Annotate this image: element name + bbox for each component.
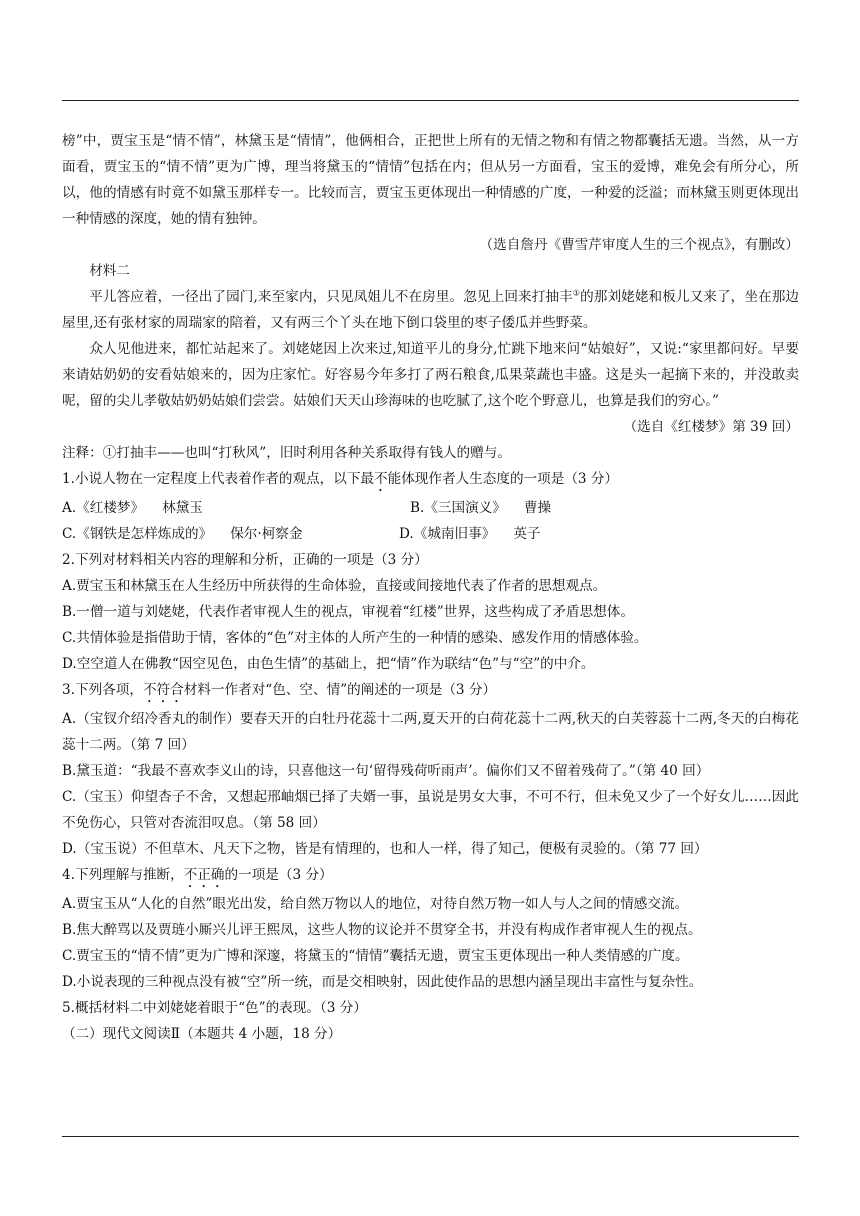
material2-paragraph-1: 平儿答应着，一径出了园门,来至家内，只见凤姐儿不在房里。忽见上回来打抽丰①的那刘姥姥和板儿又来了，坐在那边屋里,还有张材家的周瑞家的陪着，又有两三个丫头在地下倒口袋里的枣子倭瓜并些野菜。 bbox=[62, 288, 800, 331]
emphasis-text: 不正确 bbox=[183, 867, 225, 883]
question-2-option-b: B.一僧一道与刘姥姥，代表作者审视人生的视点，审视着“红楼”世界，这些构成了矛盾思想体。 bbox=[62, 604, 634, 620]
question-3-option-c: C.（宝玉）仰望杏子不舍，又想起邢岫烟已择了夫婿一事，虽说是男女大事，不可不行，但未免又少了一个好女儿……因此不免伤心，只管对杏流泪叹息。（第 58 回） bbox=[62, 789, 799, 831]
material1-source: （选自詹丹《曹雪芹审度人生的三个视点》，有删改） bbox=[479, 237, 799, 253]
section-heading: （二）现代文阅读Ⅱ（本题共 4 小题，18 分） bbox=[62, 1026, 342, 1042]
footnote-marker: ① bbox=[572, 288, 581, 298]
question-2-option-c: C.共情体验是指借助于情，客体的“色”对主体的人所产生的一种情的感染、感发作用的情感体验。 bbox=[62, 630, 648, 646]
question-2-option-d: D.空空道人在佛教“因空见色，由色生情”的基础上，把“情”作为联结“色”与“空”的中介。 bbox=[62, 656, 595, 672]
question-1-option-c: C.《钢铁是怎样炼成的》 保尔·柯察金 bbox=[62, 526, 303, 542]
question-4-option-b: B.焦大醉骂以及贾琏小厮兴儿评王熙凤，这些人物的议论并不贯穿全书，并没有构成作者审视人生的视点。 bbox=[62, 922, 702, 938]
question-3-option-b: B.黛玉道：“我最不喜欢李义山的诗，只喜他这一句‘留得残荷听雨声’。偏你们又不留着残荷了。”（第 40 回） bbox=[62, 763, 710, 779]
material2-source: （选自《红楼梦》第 39 回） bbox=[623, 419, 799, 435]
question-4-option-a: A.贾宝玉从“人化的自然”眼光出发，给自然万物以人的地位，对待自然万物一如人与人之间的情感交流。 bbox=[62, 896, 689, 912]
question-1-options-row-1 bbox=[62, 495, 799, 521]
exam-page-content bbox=[62, 128, 799, 1047]
question-1-option-a: A.《红楼梦》 林黛玉 bbox=[62, 500, 203, 516]
question-3-stem: 3.下列各项，不符合材料一作者对“色、空、情”的阐述的一项是（3 分） bbox=[62, 682, 497, 698]
question-1-option-b: B.《三国演义》 曹操 bbox=[410, 500, 552, 516]
footnote: 注释：①打抽丰——也叫“打秋风”，旧时利用各种关系取得有钱人的赠与。 bbox=[62, 445, 511, 461]
emphasis-text: 不 bbox=[374, 471, 388, 487]
question-4-stem: 4.下列理解与推断，不正确的一项是（3 分） bbox=[62, 867, 333, 883]
question-1-stem: 1.小说人物在一定程度上代表着作者的观点，以下最不能体现作者人生态度的一项是（3 分） bbox=[62, 471, 619, 487]
question-2-stem: 2.下列对材料相关内容的理解和分析，正确的一项是（3 分） bbox=[62, 552, 428, 568]
question-3-option-a: A.（宝钗介绍冷香丸的制作）要春天开的白牡丹花蕊十二两,夏天开的白荷花蕊十二两,秋天的白芙蓉蕊十二两,冬天的白梅花蕊十二两。（第 7 回） bbox=[62, 711, 799, 753]
material1-paragraph: 榜”中，贾宝玉是“情不情”，林黛玉是“情情”，他俩相合，正把世上所有的无情之物和有情之物都囊括无遗。当然，从一方面看，贾宝玉的“情不情”更为广博，理当将黛玉的“情情”包括在内；但从另一方面看，宝玉的爱博，难免会有所分心，所以，他的情感有时竟不如黛玉那样专一。比较而言，贾宝玉更体现出一种情感的广度，一种爱的泛溢；而林黛玉则更体现出一种情感的深度，她的情有独钟。 bbox=[62, 133, 799, 227]
material2-paragraph-2: 众人见他进来，都忙站起来了。刘姥姥因上次来过,知道平儿的身分,忙跳下地来问“姑娘好”，又说:“家里都问好。早要来请姑奶奶的安看姑娘来的，因为庄家忙。好容易今年多打了两石粮食,瓜果菜蔬也丰盛。这是头一起摘下来的，并没敢卖呢，留的尖儿孝敬姑奶奶姑娘们尝尝。姑娘们天天山珍海味的也吃腻了,这个吃个野意儿，也算是我们的穷心。” bbox=[62, 341, 799, 409]
header-rule bbox=[62, 100, 799, 101]
emphasis-text: 不符合 bbox=[142, 682, 184, 698]
question-2-option-a: A.贾宝玉和林黛玉在人生经历中所获得的生命体验，直接或间接地代表了作者的思想观点。 bbox=[62, 578, 607, 594]
material2-title: 材料二 bbox=[89, 263, 130, 279]
question-3-option-d: D.（宝玉说）不但草木、凡天下之物，皆是有情理的，也和人一样，得了知己，便极有灵验的。（第 77 回） bbox=[62, 841, 708, 857]
question-4-option-c: C.贾宝玉的“情不情”更为广博和深邃，将黛玉的“情情”囊括无遗，贾宝玉更体现出一种人类情感的广度。 bbox=[62, 948, 689, 964]
footer-rule bbox=[62, 1136, 799, 1137]
question-4-option-d: D.小说表现的三种视点没有被“空”所一统，而是交相映射，因此使作品的思想内涵呈现出丰富性与复杂性。 bbox=[62, 974, 703, 990]
question-1-option-d: D.《城南旧事》 英子 bbox=[399, 526, 541, 542]
question-1-options-row-2 bbox=[62, 521, 799, 547]
question-5-stem: 5.概括材料二中刘姥姥着眼于“色”的表现。（3 分） bbox=[62, 1000, 367, 1016]
